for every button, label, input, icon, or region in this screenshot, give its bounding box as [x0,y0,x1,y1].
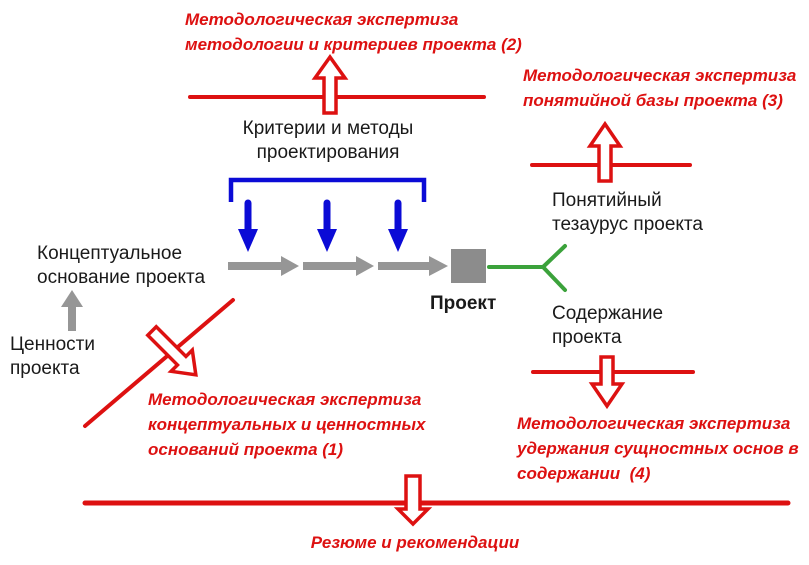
label-criteria-methods-line1: Критерии и методы [242,118,414,139]
output-fork-icon [489,246,565,290]
project-square-icon [451,249,486,283]
expertise-4-down-arrow-icon [592,357,622,406]
label-project-line1: Проект [430,293,497,314]
criteria-arrow-2-head-icon [317,229,337,252]
summary-down-arrow-icon [398,476,428,524]
label-content-line1: Содержание [552,303,664,324]
label-expertise-1-line1: Методологическая экспертиза [148,390,422,409]
label-project [430,292,496,316]
process-arrow-1-head-icon [281,256,299,276]
label-content-line2: проекта [552,327,622,348]
expertise-3-up-arrow-icon [590,124,620,181]
label-expertise-2 [185,7,522,57]
label-thesaurus-line2: тезаурус проекта [552,214,703,235]
label-conceptual-basis [37,242,205,290]
label-summary [300,530,530,555]
label-thesaurus-line1: Понятийный [552,190,662,211]
criteria-arrow-3-head-icon [388,229,408,252]
label-criteria-methods [228,117,428,165]
criteria-arrow-1-head-icon [238,229,258,252]
label-conceptual-basis-line2: основание проекта [37,267,206,288]
label-expertise-4-line1: Методологическая экспертиза [517,414,791,433]
label-summary-line1: Резюме и рекомендации [310,533,520,552]
label-expertise-3-line2: понятийной базы проекта (3) [523,91,783,110]
label-expertise-1 [148,387,426,462]
values-arrow-head-icon [61,290,83,307]
label-expertise-3 [523,63,796,113]
label-expertise-3-line1: Методологическая экспертиза [523,66,797,85]
label-expertise-2-line1: Методологическая экспертиза [185,10,459,29]
label-content [552,302,663,350]
label-values-line1: Ценности [10,334,95,355]
label-values [10,333,95,381]
process-arrow-2-head-icon [356,256,374,276]
label-expertise-1-line3: оснований проекта (1) [148,440,344,459]
label-thesaurus [552,189,703,237]
expertise-2-up-arrow-icon [315,57,345,113]
label-expertise-1-line2: концептуальных и ценностных [148,415,426,434]
label-expertise-4-line3: содержании (4) [517,464,651,483]
label-values-line2: проекта [10,358,80,379]
process-arrow-3-head-icon [429,256,448,276]
label-expertise-4-line2: удержания сущностных основ в [517,439,799,458]
label-expertise-4 [517,411,799,486]
label-expertise-2-line2: методологии и критериев проекта (2) [185,35,522,54]
label-conceptual-basis-line1: Концептуальное [37,243,183,264]
label-criteria-methods-line2: проектирования [256,142,400,163]
criteria-bracket [231,180,424,202]
